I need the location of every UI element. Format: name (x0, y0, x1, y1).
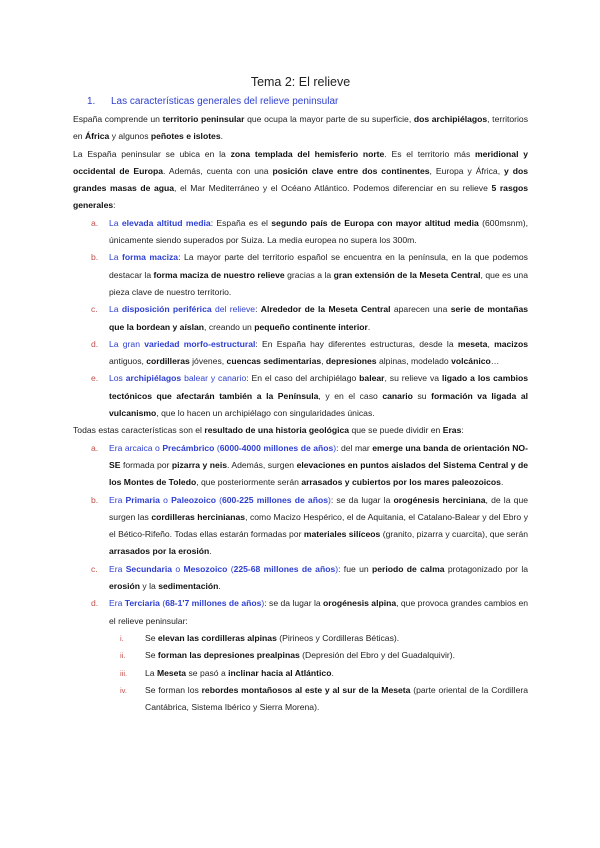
terciaria-sublist (73, 630, 528, 716)
text-run: La (145, 667, 157, 678)
text-run: … (490, 356, 500, 367)
text-run: , que es una pieza clave de nuestro territorio. (109, 269, 528, 297)
bold-text: cuencas sedimentarias (226, 356, 322, 367)
text-run: o (159, 494, 172, 505)
bold-text: 6000-4000 millones de años (219, 442, 334, 453)
text-run: : se da lugar la (264, 598, 324, 609)
bold-text: elevaciones en puntos aislados del Sistema Central y de los Montes de Toledo (109, 459, 529, 488)
text-run: (parte oriental de la Cordillera Cantábrica, Sistema Ibérico y Sierra Morena). (145, 684, 528, 713)
text-run: ( (227, 563, 234, 574)
bold-text: gran extensión de la Meseta Central (333, 269, 481, 280)
list-item (73, 492, 528, 561)
list-item (73, 682, 528, 717)
text-run: . Es el territorio más (384, 148, 476, 159)
text-run: , como Macizo Hespérico, el de Aquitania, el Catalano-Balear y del Ebro y el Bético-Rifeño. Todas ellas estarán formadas por (109, 511, 529, 540)
bold-text: disposición periférica (121, 304, 212, 315)
list-item (73, 215, 528, 250)
text-run: Se forman los (145, 684, 202, 695)
text-run: : fue un (338, 563, 372, 574)
text-run: . (367, 321, 371, 332)
bold-text: elevada altitud media (121, 217, 211, 228)
text-run: Se (145, 650, 158, 661)
text-run: balear y canario (181, 373, 247, 384)
section-heading (73, 94, 528, 110)
text-run: : (113, 200, 116, 211)
list-marker: d. (91, 598, 99, 609)
text-run: (Depresión del Ebro y del Guadalquivir). (299, 650, 456, 661)
paragraph-intro (73, 111, 528, 146)
bold-text: forman las depresiones prealpinas (157, 650, 300, 661)
text-run: La (109, 252, 123, 263)
text-run: (Pirineos y Cordilleras Béticas). (276, 632, 400, 643)
text-run: : En España hay diferentes estructuras, desde la (255, 338, 458, 349)
bold-text: dos archipiélagos (413, 114, 488, 124)
text-run: Era (109, 563, 126, 574)
list-marker: ii. (120, 651, 126, 661)
text-run: . (209, 546, 212, 557)
text-run: Era (109, 494, 126, 505)
bold-text: orogénesis herciniana (393, 494, 486, 505)
text-run: Se (145, 632, 158, 643)
text-run: , el Mar Mediterráneo y el Océano Atlántico. Podemos diferenciar en su relieve (174, 183, 492, 194)
list-marker: d. (91, 338, 99, 349)
list-marker: a. (91, 217, 99, 228)
bold-text: Alrededor de la Meseta Central (260, 304, 391, 315)
text-run: que se puede dividir en (349, 425, 443, 436)
bold-text: depresiones (325, 356, 377, 367)
list-item (73, 336, 528, 371)
bold-text: y dos grandes masas de agua (73, 165, 528, 194)
bold-text: Precámbrico (162, 442, 215, 453)
text-run: del relieve (211, 304, 256, 315)
bold-text: Secundaria (125, 563, 173, 574)
text-run: jóvenes, (189, 356, 227, 367)
list-marker: i. (120, 633, 124, 643)
text-run: : (461, 425, 464, 436)
bold-text: erosión (109, 581, 141, 592)
text-run: o (172, 563, 184, 574)
bold-text: forma maciza de nuestro relieve (153, 269, 285, 280)
text-run: Todas estas características son el (73, 425, 205, 436)
text-run: ) (335, 563, 339, 574)
bold-text: territorio peninsular (162, 114, 245, 124)
list-item (73, 249, 528, 301)
document-title: Tema 2: El relieve (250, 75, 351, 89)
list-marker: iv. (120, 685, 128, 695)
bold-text: meridional y occidental de Europa (73, 148, 529, 176)
text-run: , Europa y África, (429, 165, 505, 176)
bold-text: sedimentación (158, 581, 219, 592)
bold-text: ligado a los cambios tectónicos que afectarán también a la Península (109, 373, 529, 401)
text-run: : se da lugar la (330, 494, 394, 505)
eras-list (73, 440, 528, 630)
list-item (73, 561, 528, 596)
text-run: : La mayor parte del territorio español se encuentra en la península, en la que podemos destacar la (109, 252, 528, 280)
text-run: : del mar (336, 442, 373, 453)
text-run: (600msnm), únicamente siendo superados por Suiza. La media europea no supera los 300m. (109, 217, 528, 246)
text-run: , creando un (204, 321, 255, 332)
text-run: protagonizado por la (444, 563, 529, 574)
document-page (73, 74, 528, 716)
bold-text: variedad morfo-estructural (144, 338, 256, 349)
list-marker: a. (91, 442, 99, 453)
list-marker: b. (91, 494, 99, 505)
list-item (73, 595, 528, 630)
text-run: ( (214, 442, 220, 453)
bold-text: zona templada del hemisferio norte (230, 148, 385, 159)
list-marker: e. (91, 373, 99, 384)
list-item (73, 630, 528, 647)
text-run: , de la que surgen las (109, 494, 529, 522)
text-run: La (109, 304, 122, 315)
bold-text: peñotes e islotes (150, 131, 221, 142)
bold-text: cordilleras hercinianas (151, 511, 246, 522)
bold-text: balear (359, 373, 385, 384)
text-run: Los (109, 373, 126, 384)
text-run: , (487, 338, 495, 349)
bold-text: pequeño continente interior (254, 321, 368, 332)
section-number: 1. (87, 96, 96, 107)
bold-text: serie de montañas que la bordean y aíslan (109, 304, 529, 332)
bold-text: macizos (494, 338, 528, 349)
text-run: que ocupa la mayor parte de su superficie, (244, 114, 414, 124)
text-run: , que posteriormente serán (196, 477, 302, 488)
text-run: aparecen una (390, 304, 451, 315)
section-label: Las características generales del relieve peninsular (111, 96, 339, 107)
text-run: se pasó a (186, 667, 229, 678)
text-run: , que lo hacen un archipiélago con singularidades únicas. (156, 408, 375, 419)
bold-text: cordilleras (146, 356, 190, 367)
text-run: , territorios en (73, 114, 529, 142)
text-run: : En el caso del archipiélago (246, 373, 360, 384)
list-marker: c. (91, 563, 98, 574)
bold-text: volcánico (451, 356, 491, 367)
rasgos-list (73, 215, 528, 423)
text-run: , (321, 356, 326, 367)
text-run: La gran (109, 338, 145, 349)
bold-text: Primaria (125, 494, 160, 505)
bold-text: elevan las cordilleras alpinas (157, 632, 277, 643)
text-run: . (220, 131, 224, 142)
paragraph-location (73, 146, 528, 215)
list-item (73, 301, 528, 336)
bold-text: Paleozoico (171, 494, 216, 505)
list-item (73, 370, 528, 422)
list-item (73, 647, 528, 664)
bold-text: arrasados por la erosión (109, 546, 210, 557)
list-item (73, 665, 528, 682)
text-run: . (331, 667, 334, 678)
bold-text: forma maciza (122, 252, 179, 263)
text-run: : España es el (210, 217, 272, 228)
bold-text: arrasados y cubiertos por los mares paleozoicos (301, 477, 501, 488)
list-marker: iii. (120, 668, 128, 678)
text-run: formada por (120, 459, 172, 470)
text-run: gracias a la (284, 269, 334, 280)
list-marker: c. (91, 304, 98, 315)
text-run: Era arcaica o (109, 442, 163, 453)
bold-text: meseta (457, 338, 488, 349)
bold-text: segundo país de Europa con mayor altitud media (271, 217, 479, 228)
bold-text: orogénesis alpina (323, 598, 397, 609)
bold-text: formación va ligada al vulcanismo (109, 390, 528, 419)
paragraph-eras (73, 422, 528, 439)
text-run: ( (159, 598, 166, 609)
text-run: ( (215, 494, 222, 505)
text-run: La España peninsular se ubica en la (73, 148, 231, 159)
text-run: y la (140, 581, 159, 592)
list-item (73, 440, 528, 492)
text-run: , su relieve va (384, 373, 442, 384)
text-run: y algunos (109, 131, 151, 142)
text-run: Era (109, 598, 125, 609)
bold-text: archipiélagos (125, 373, 182, 384)
text-run: (granito, pizarra y cuarcita), que serán (380, 529, 528, 540)
text-run: . Además, surgen (227, 459, 297, 470)
text-run: su (412, 390, 432, 401)
text-run: La (109, 217, 122, 228)
bold-text: canario (382, 390, 413, 401)
bold-text: 68-1'7 millones de años (165, 598, 262, 609)
text-run: . (500, 477, 504, 488)
bold-text: materiales silíceos (303, 529, 381, 540)
bold-text: 5 rasgos generales (73, 183, 528, 211)
bold-text: pizarra y neis (171, 459, 227, 470)
bold-text: Terciaria (124, 598, 160, 609)
bold-text: África (84, 131, 110, 142)
bold-text: inclinar hacia al Atlántico (228, 667, 332, 678)
bold-text: Meseta (156, 667, 187, 678)
text-run: España comprende un (73, 114, 163, 124)
bold-text: posición clave entre dos continentes (272, 165, 430, 176)
bold-text: Mesozoico (183, 563, 228, 574)
bold-text: Eras (442, 425, 462, 436)
text-run: . Además, cuenta con una (163, 165, 273, 176)
text-run: ) (333, 442, 337, 453)
bold-text: 225-68 millones de años (233, 563, 336, 574)
text-run: . (218, 581, 221, 592)
bold-text: emerge una banda de orientación NO-SE (109, 442, 528, 470)
text-run: , y en el caso (318, 390, 383, 401)
text-run: ) (261, 598, 265, 609)
bold-text: resultado de una historia geológica (204, 425, 350, 436)
list-marker: b. (91, 252, 99, 263)
bold-text: periodo de calma (371, 563, 445, 574)
text-run: antiguos, (109, 356, 147, 367)
text-run: ) (328, 494, 331, 505)
text-run: , que provoca grandes cambios en el relieve peninsular: (109, 598, 528, 626)
bold-text: rebordes montañosos al este y al sur de la Meseta (201, 684, 411, 695)
text-run: alpinas, modelado (376, 356, 452, 367)
text-run: : (255, 304, 261, 315)
bold-text: 600-225 millones de años (222, 494, 328, 505)
